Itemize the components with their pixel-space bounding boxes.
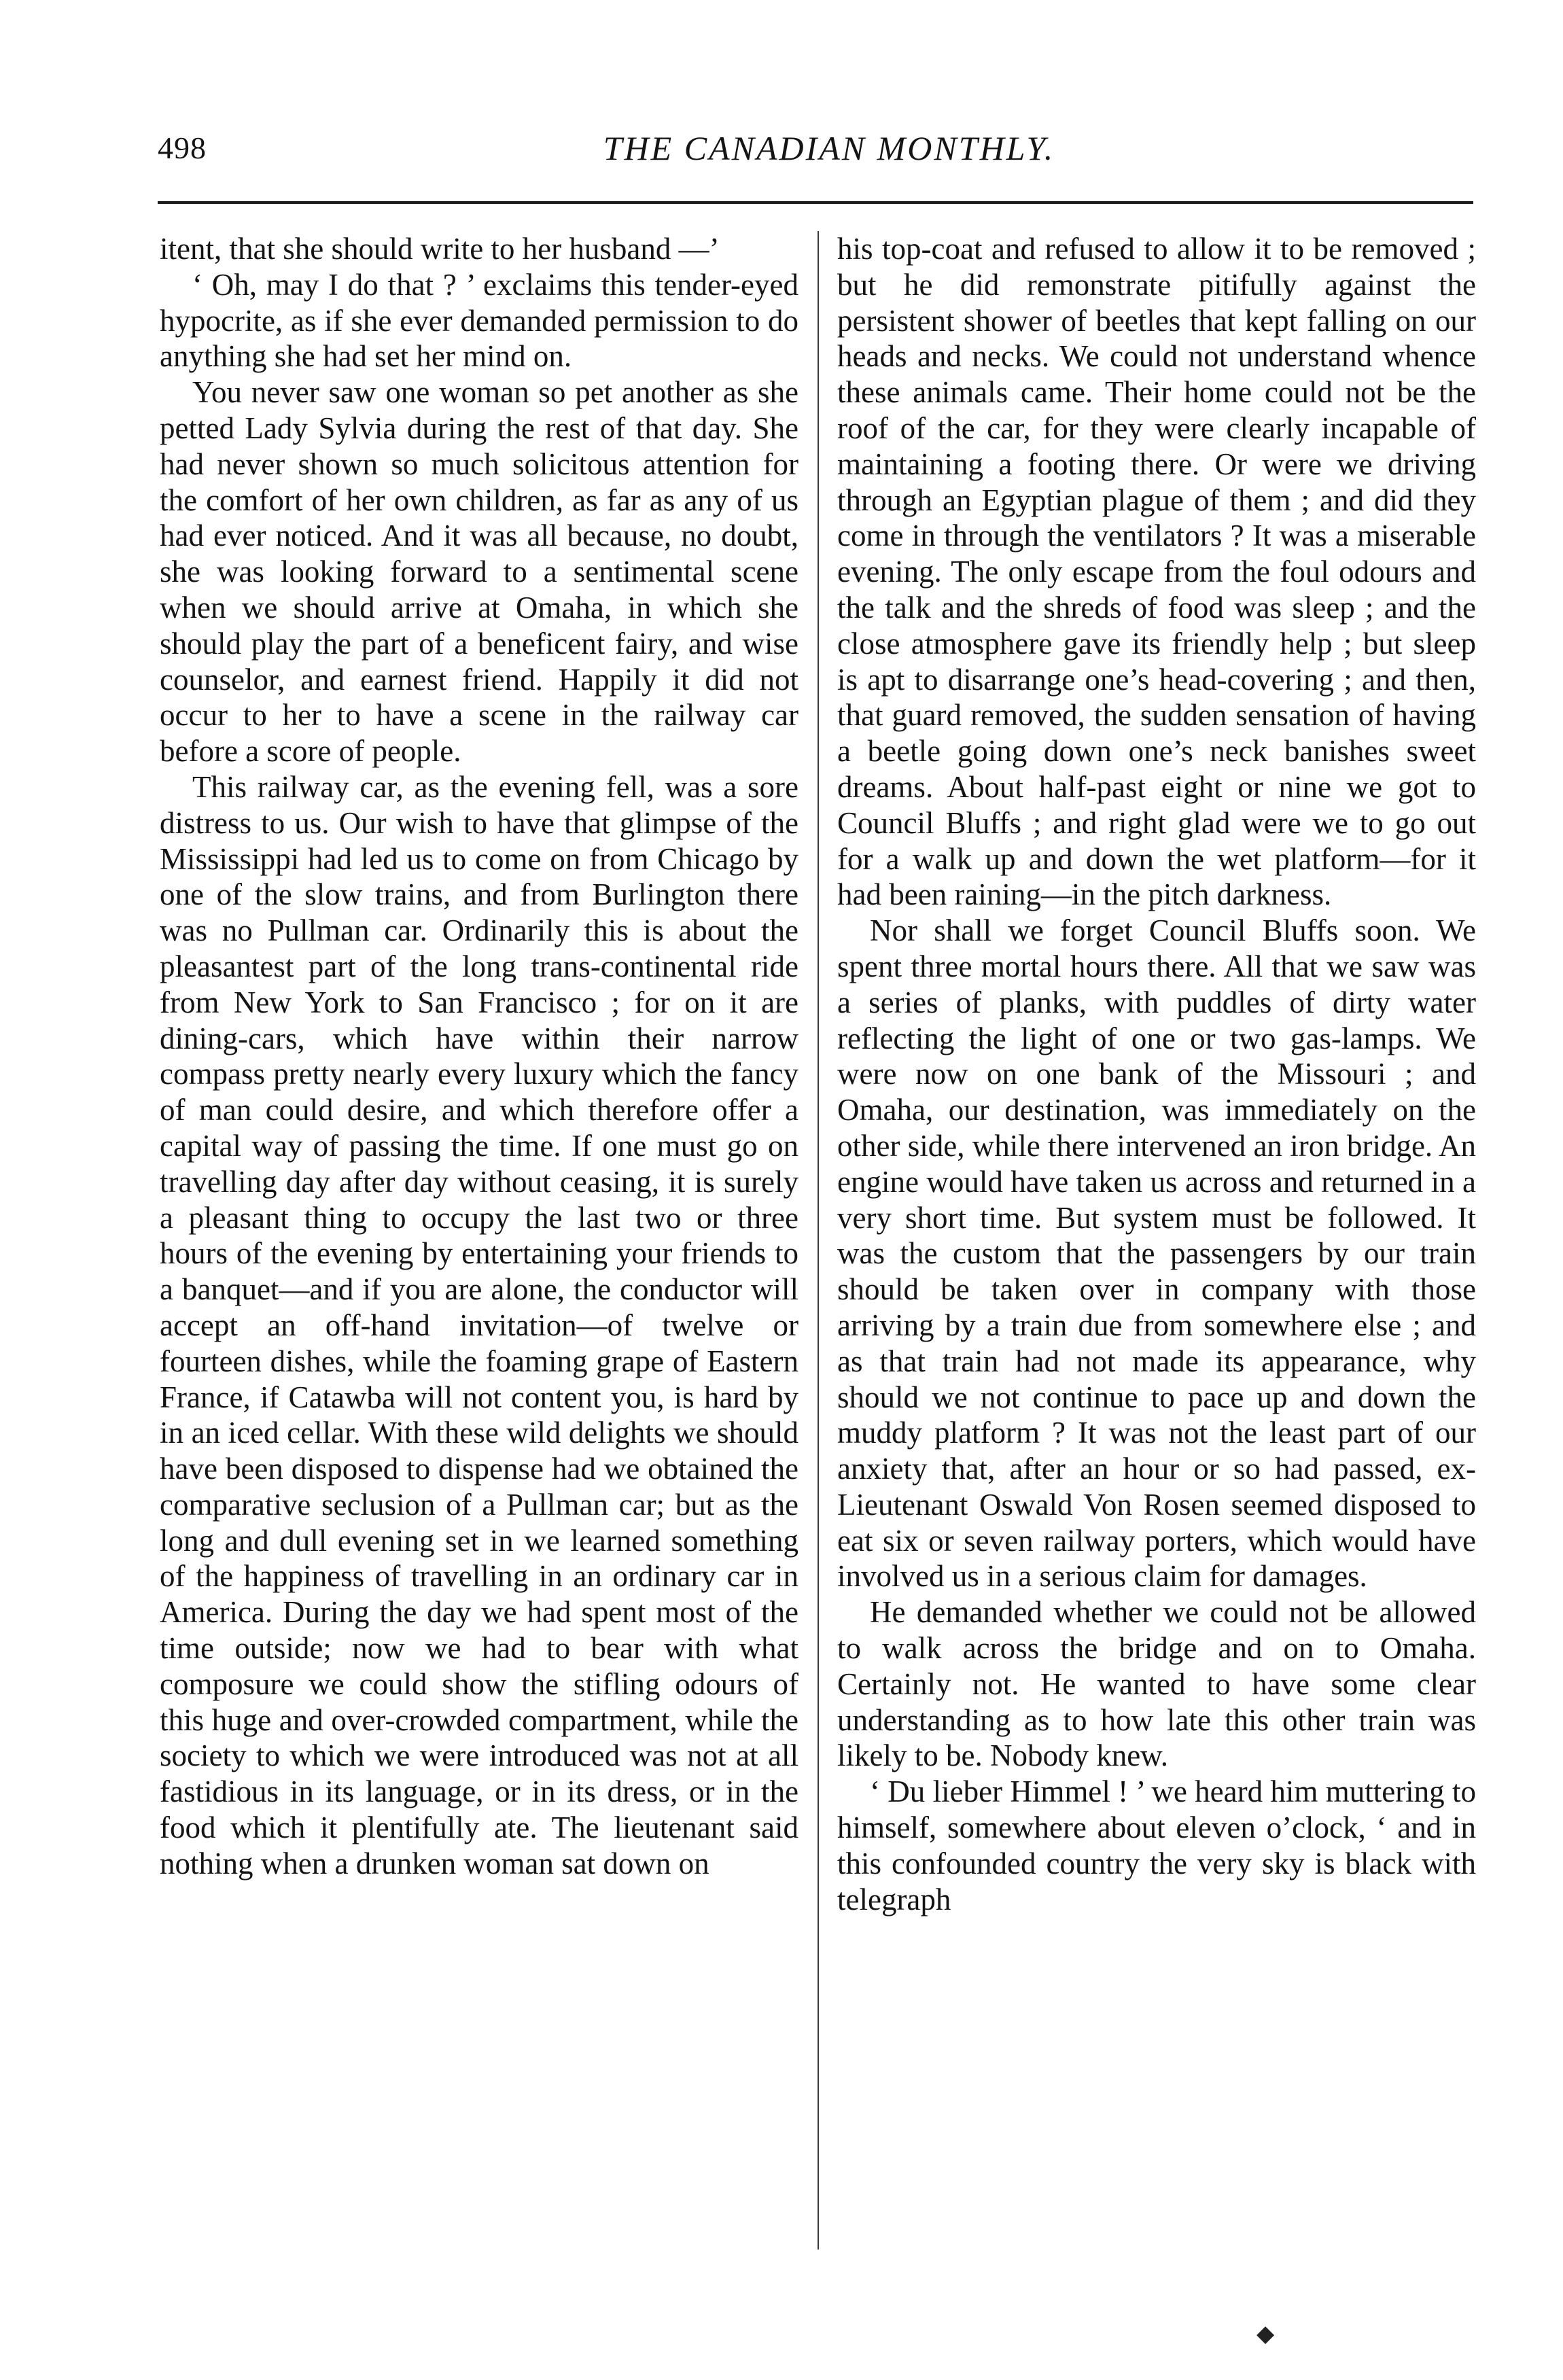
column-divider [818,231,819,2250]
right-column [837,231,1476,1917]
paragraph: He demanded whether we could not be allowed to walk across the bridge and on to Omaha. Certainly not. He wanted to have some clear understanding as to how late this other train was likely to be. Nobody knew. [837,1595,1476,1773]
page-header [158,121,1473,175]
paragraph: his top-coat and refused to allow it to be removed ; but he did remonstrate pitifully against the persistent shower of beetles that kept falling on our heads and necks. We could not understand whence these animals came. Their home could not be the roof of the car, for they were clearly incapable of maintaining a footing there. Or were we driving through an Egyptian plague of them ; and did they come in through the ventilators ? It was a miserable evening. The only escape from the foul odours and the talk and the shreds of food was sleep ; and the close atmosphere gave its friendly help ; but sleep is apt to disarrange one’s head-covering ; and then, that guard removed, the sudden sensation of having a beetle going down one’s neck banishes sweet dreams. About half-past eight or nine we got to Council Bluffs ; and right glad were we to go out for a walk up and down the wet platform—for it had been raining—in the pitch darkness. [837,232,1476,912]
header-rule [158,201,1473,204]
paragraph: You never saw one woman so pet another as she petted Lady Sylvia during the rest of that day. She had never shown so much solicitous attention for the comfort of her own children, as far as any of us had ever noticed. And it was all because, no doubt, she was looking forward to a sentimental scene when we should arrive at Omaha, in which she should play the part of a beneficent fairy, and wise counselor, and earnest friend. Happily it did not occur to her to have a scene in the railway car before a score of people. [160,375,798,769]
paragraph: ‘ Oh, may I do that ? ’ exclaims this tender-eyed hypocrite, as if she ever demanded permission to do anything she had set her mind on. [160,267,798,374]
left-column [160,231,798,1882]
paragraph: Nor shall we forget Council Bluffs soon. We spent three mortal hours there. All that we saw was a series of planks, with puddles of dirty water reflecting the light of one or two gas-lamps. We were now on one bank of the Missouri ; and Omaha, our destination, was immediately on the other side, while there intervened an iron bridge. An engine would have taken us across and returned in a very short time. But system must be followed. It was the custom that the passengers by our train should be taken over in company with those arriving by a train due from somewhere else ; and as that train had not made its appearance, why should we not continue to pace up and down the muddy platform ? It was not the least part of our anxiety that, after an hour or so had passed, ex-Lieutenant Oswald Von Rosen seemed disposed to eat six or seven railway porters, which would have involved us in a serious claim for damages. [837,913,1476,1594]
paragraph: ‘ Du lieber Himmel ! ’ we heard him muttering to himself, somewhere about eleven o’clock, ‘ and in this confounded country the very sky is black with telegraph [837,1774,1476,1917]
running-title: THE CANADIAN MONTHLY. [603,129,1055,167]
printer-mark-icon: ◆ [1257,2322,1275,2347]
paragraph: itent, that she should write to her husband —’ [160,232,720,266]
page-number: 498 [158,130,207,165]
paragraph: This railway car, as the evening fell, was a sore distress to us. Our wish to have that glimpse of the Mississippi had led us to come on from Chicago by one of the slow trains, and from Burlington there was no Pullman car. Ordinarily this is about the pleasantest part of the long trans-continental ride from New York to San Francisco ; for on it are dining-cars, which have within their narrow compass pretty nearly every luxury which the fancy of man could desire, and which therefore offer a capital way of passing the time. If one must go on travelling day after day without ceasing, it is surely a pleasant thing to occupy the last two or three hours of the evening by entertaining your friends to a banquet—and if you are alone, the conductor will accept an off-hand invitation—of twelve or fourteen dishes, while the foaming grape of Eastern France, if Catawba will not content you, is hard by in an iced cellar. With these wild delights we should have been disposed to dispense had we obtained the comparative seclusion of a Pullman car; but as the long and dull evening set in we learned something of the happiness of travelling in an ordinary car in America. During the day we had spent most of the time outside; now we had to bear with what composure we could show the stifling odours of this huge and over-crowded compartment, while the society to which we were introduced was not at all fastidious in its language, or in its dress, or in the food which it plentifully ate. The lieutenant said nothing when a drunken woman sat down on [160,769,798,1880]
